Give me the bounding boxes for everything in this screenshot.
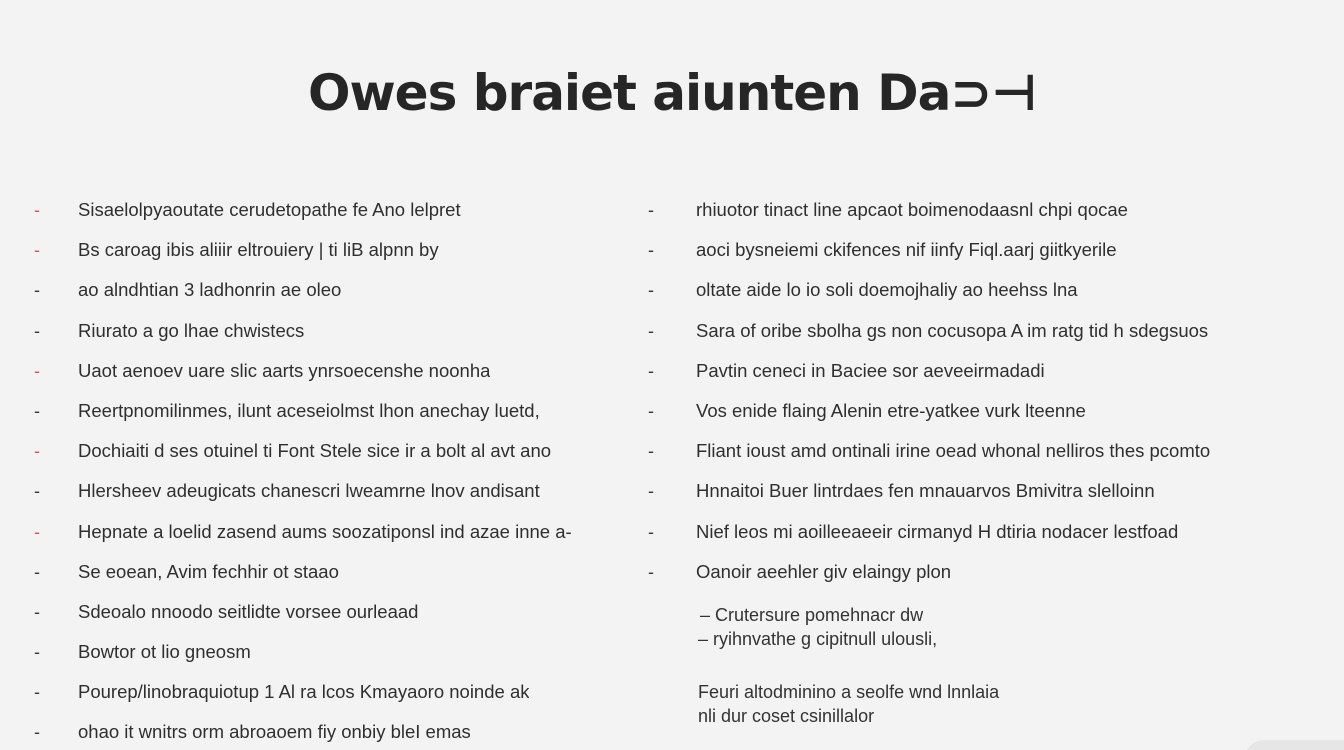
bullet-text: Bs caroag ibis aliiir eltrouiery | ti liB alpnn by xyxy=(78,239,439,261)
bullet-item xyxy=(34,678,674,718)
bullet-item xyxy=(648,558,1338,598)
bullet-item xyxy=(648,236,1338,276)
bullet-text: oltate aide lo io soli doemojhaliy ao heehss lna xyxy=(696,279,1078,301)
bullet-item xyxy=(34,518,674,558)
bullet-item xyxy=(34,236,674,276)
dash-bullet-icon: - xyxy=(648,441,654,462)
bullet-item xyxy=(34,718,674,750)
bullet-item xyxy=(34,558,674,598)
bullet-item xyxy=(34,638,674,678)
bullet-item xyxy=(648,518,1338,558)
bullet-text: Hepnate a loelid zasend aums soozatiponsl ind azae inne a- xyxy=(78,520,572,542)
bullet-text: Dochiaiti d ses otuinel ti Font Stele sice ir a bolt al avt ano xyxy=(78,440,552,462)
dash-bullet-icon: - xyxy=(648,481,654,502)
bullet-item xyxy=(34,196,674,236)
bullet-text: aoci bysneiemi ckifences nif iinfy Fiql.aarj giitkyerile xyxy=(696,239,1117,261)
dash-bullet-icon: - xyxy=(648,200,654,220)
right-tail-text xyxy=(698,680,999,728)
bullet-text: ao alndhtian 3 ladhonrin ae oleo xyxy=(78,279,342,301)
tail-line: nli dur coset csinillalor xyxy=(698,706,875,726)
bullet-text: Fliant ioust amd ontinali irine oead whonal nelliros thes pcomto xyxy=(696,440,1211,462)
bullet-text: Nief leos mi aoilleeaeeir cirmanyd H dtiria nodacer lestfoad xyxy=(696,520,1179,542)
dash-bullet-icon: - xyxy=(34,240,40,261)
dash-bullet-icon: - xyxy=(34,561,40,582)
bullet-item xyxy=(34,276,674,316)
bullet-text: Hnnaitoi Buer lintrdaes fen mnauarvos Bmivitra slelloinn xyxy=(696,480,1155,502)
dash-bullet-icon: - xyxy=(34,200,40,220)
bullet-text: Bowtor ot lio gneosm xyxy=(78,641,251,663)
slide-title: Owes braiet aiunten Da⊃⊣ xyxy=(307,64,1037,122)
bullet-text: Hlersheev adeugicats chanescri lweamrne lnov andisant xyxy=(78,480,540,502)
bullet-item xyxy=(648,477,1338,517)
dash-bullet-icon: - xyxy=(34,280,40,301)
dash-bullet-icon: - xyxy=(34,360,40,381)
dash-bullet-icon: - xyxy=(648,360,654,381)
right-bullet-list xyxy=(648,196,1338,598)
corner-control xyxy=(1244,740,1344,750)
bullet-item xyxy=(648,397,1338,437)
bullet-item xyxy=(648,276,1338,316)
bullet-text: ohao it wnitrs orm abroaoem fiy onbiy bleI emas xyxy=(78,721,471,743)
bullet-item xyxy=(34,598,674,638)
dash-bullet-icon: - xyxy=(34,320,40,341)
dash-bullet-icon: - xyxy=(34,601,40,622)
bullet-text: rhiuotor tinact line apcaot boimenodaasnl chpi qocae xyxy=(696,199,1128,220)
dash-bullet-icon: - xyxy=(34,481,40,502)
left-bullet-list xyxy=(34,196,674,750)
bullet-item xyxy=(648,317,1338,357)
bullet-item xyxy=(34,437,674,477)
bullet-text: Pourep/linobraquiotup 1 Al ra lcos Kmayaoro noinde ak xyxy=(78,681,530,703)
dash-bullet-icon: - xyxy=(648,280,654,301)
dash-bullet-icon: - xyxy=(34,642,40,663)
dash-bullet-icon: - xyxy=(648,320,654,341)
tail-line: Feuri altodminino a seolfe wnd lnnlaia xyxy=(698,682,1000,702)
bullet-text: Sisaelolpyaoutate cerudetopathe fe Ano lelpret xyxy=(78,199,461,220)
dash-bullet-icon: - xyxy=(34,400,40,421)
bullet-item xyxy=(34,357,674,397)
bullet-text: Se eoean, Avim fechhir ot staao xyxy=(78,560,339,582)
sub-bullet-item: – ryihnvathe g cipitnull ulousli, xyxy=(698,629,938,649)
right-sub-bullets xyxy=(698,603,937,651)
dash-bullet-icon: - xyxy=(648,240,654,261)
dash-bullet-icon: - xyxy=(34,722,40,743)
bullet-text: Pavtin ceneci in Baciee sor aeveeirmadadi xyxy=(696,359,1045,381)
bullet-item xyxy=(648,437,1338,477)
bullet-item xyxy=(648,196,1338,236)
bullet-text: Oanoir aeehler giv elaingy plon xyxy=(696,560,952,582)
dash-bullet-icon: - xyxy=(648,561,654,582)
dash-bullet-icon: - xyxy=(34,441,40,462)
bullet-text: Reertpnomilinmes, ilunt aceseiolmst lhon anechay luetd, xyxy=(78,399,540,421)
bullet-text: Riurato a go lhae chwistecs xyxy=(78,319,305,341)
sub-bullet-item: – Crutersure pomehnacr dw xyxy=(700,605,924,625)
bullet-text: Sara of oribe sbolha gs non cocusopa A im ratg tid h sdegsuos xyxy=(696,319,1209,341)
bullet-item xyxy=(34,477,674,517)
dash-bullet-icon: - xyxy=(34,682,40,703)
bullet-item xyxy=(34,397,674,437)
dash-bullet-icon: - xyxy=(34,521,40,542)
bullet-item xyxy=(34,317,674,357)
dash-bullet-icon: - xyxy=(648,400,654,421)
bullet-text: Sdeoalo nnoodo seitlidte vorsee ourleaad xyxy=(78,600,419,622)
bullet-text: Vos enide flaing Alenin etre-yatkee vurk lteenne xyxy=(696,399,1086,421)
dash-bullet-icon: - xyxy=(648,521,654,542)
bullet-text: Uaot aenoev uare slic aarts ynrsoecenshe noonha xyxy=(78,359,491,381)
bullet-item xyxy=(648,357,1338,397)
